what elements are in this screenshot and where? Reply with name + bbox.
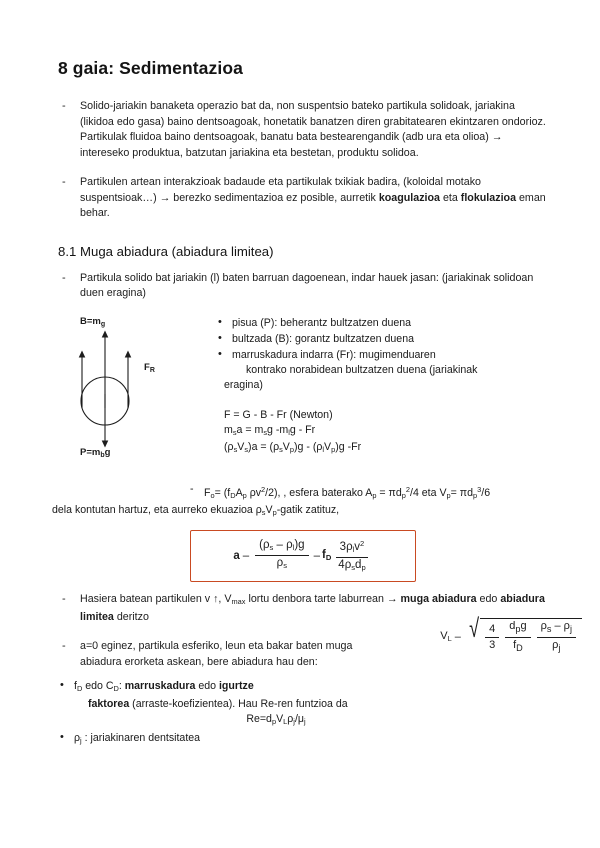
formula-lhs: a (233, 549, 240, 562)
intro-bullet-2 (58, 175, 548, 222)
boxed-acceleration-formula (190, 530, 416, 582)
drag-force-line-2: dela kontutan hartuz, eta aurreko ekuazioa $\rho_sV_p$-gatik zatituz, (52, 503, 340, 517)
reynolds-equation: $Re=d_pV_L\rho_j/\mu_j$ (246, 712, 306, 726)
diagram-label-buoyancy: $B=m_g$ (80, 315, 106, 328)
force-item-weight: • pisua (P): beherantz bultzatzen duena (216, 316, 548, 331)
vl-frac3-num: $\rho_s - \rho_j$ (537, 620, 576, 638)
dash-marker: - (190, 482, 194, 495)
force-item-friction-line1: marruskadura indarra (Fr): mugimenduaren (232, 348, 436, 361)
limit-velocity-mid2: edo (476, 593, 501, 606)
page-title: 8 gaia: Sedimentazioa (58, 58, 243, 78)
section-heading-8-1: 8.1 Muga abiadura (abiadura limitea) (58, 243, 274, 259)
terminal-velocity-line-1: a=0 eginez, partikula esferiko, leun eta bakar baten muga (80, 640, 353, 653)
vl-fraction-1 (485, 623, 499, 652)
term-igurtze: igurtze (218, 680, 254, 693)
term-flokulazioa: flokulazioa (460, 191, 517, 204)
force-item-friction (216, 348, 548, 394)
equation-line-3: $(\rho_sV_s)a = (\rho_sV_p)g - (\rho_lV_p)g$ -Fr (224, 441, 362, 455)
intro-bullet-2-mid: eta (439, 191, 461, 204)
term-koagulazioa: koagulazioa (378, 191, 440, 204)
vl-lhs: $V_L$ (440, 630, 452, 644)
vl-equals: – (454, 630, 461, 643)
vl-fraction-3 (537, 620, 576, 655)
intro-bullet-1 (58, 99, 548, 161)
force-item-buoyancy: • bultzada (B): gorantz bultzatzen duena (216, 332, 548, 347)
newton-equations (216, 408, 548, 458)
drag-force-line-1: $F_o= (f_DA_p$ $\rho v^2/2$), , esfera baterako $A_p = \pi d_p^2/4$ eta $V_p= \pi d_p^3/6$ (204, 484, 491, 500)
section-bullet (58, 271, 548, 302)
term-faktorea: faktorea (88, 697, 130, 710)
section-bullet-text: Partikula solido bat jariakin (l) baten barruan dagoenean, indar hauek jasan: (jariakinak solidoan duen eragina) (80, 271, 534, 299)
figure-block (58, 316, 548, 466)
vl-frac3-den: $\rho_j$ (552, 639, 561, 654)
term-abiadura-limitea: abiadura limitea (80, 593, 545, 623)
formula-frac2-numerator: $3\rho_lv^2$ (336, 537, 369, 558)
drag-force-paragraph (58, 482, 548, 503)
sublist-item-fluid-density: • $\rho_j$ : jariakinaren dentsitatea (58, 731, 548, 748)
terminal-velocity-sublist (58, 679, 548, 748)
terminal-velocity-formula (440, 613, 582, 655)
equation-line-2: $m_sa = m_sg$ $-m_lg$ - Fr (224, 423, 316, 437)
intro-bullet-2-prefix: Partikulen artean interakzioak badaude eta partikulak txikiak badira, (koloidal motako suspentsioak…) → berezko sedimentazioa ez posible, aurretik (80, 176, 482, 204)
vl-radical (467, 613, 582, 655)
dash-marker: - (62, 593, 66, 606)
forces-list (208, 316, 548, 458)
term-muga-abiadura: muga abiadura (400, 593, 477, 606)
diagram-label-weight: $P=m_bg$ (80, 446, 111, 459)
limit-velocity-pre: Hasiera batean partikulen v ↑, V (80, 593, 232, 606)
dash-marker: - (62, 640, 66, 653)
force-diagram-svg (58, 316, 208, 466)
sublist-item-drag-coefficient: • $f_D$ edo $C_D$: marruskadura edo igurtze faktorea (arraste-koefizientea). Hau Re-ren funtzioa da $Re=d_pV_L\rho_j/\mu_j$ (58, 679, 548, 729)
formula-frac1-denominator: $\rho_s$ (276, 557, 288, 571)
dash-marker: - (62, 176, 66, 188)
vl-frac2-den: $f_D$ (513, 639, 523, 654)
force-diagram (58, 316, 208, 466)
force-item-friction-line2: kontrako norabidean bultzatzen duena (jariakinak (246, 364, 478, 377)
formula-fraction-2 (334, 537, 369, 574)
dash-marker: - (62, 100, 66, 112)
intro-bullet-2-suffix: eman behar. (80, 191, 546, 219)
sqrt-icon: √ (469, 613, 479, 643)
dash-marker: - (62, 271, 66, 284)
term-marruskadura: marruskadura (124, 680, 196, 693)
limit-velocity-sub: max (231, 597, 246, 607)
vl-fraction-2 (505, 620, 530, 655)
force-item-friction-line3: eragina) (224, 379, 263, 392)
formula-fd: $f_D$ (321, 549, 332, 563)
formula-frac2-denominator: $4\rho_sd_p$ (338, 559, 366, 573)
formula-minus-2: – (313, 549, 320, 562)
diagram-label-friction: $F_R$ (144, 361, 155, 374)
intro-bullet-1-line-2: Partikulak fluidoa baino dentsoagoak, banatu bata bestearengandik (adb ura eta olioa) → intereseko produktua, batzutan jariakina eta bestetan, produktu solidoa. (80, 131, 503, 159)
equation-line-1: F = G - B - Fr (Newton) (224, 408, 333, 421)
vl-frac1-num: 4 (485, 623, 499, 638)
limit-velocity-suffix: deritzo (113, 610, 149, 623)
formula-minus-1: – (242, 549, 250, 562)
vl-frac1-den: 3 (489, 639, 496, 652)
formula-frac1-numerator: $(\rho_s - \rho_l)g$ (255, 539, 308, 556)
limit-velocity-mid: lortu denbora tarte laburrean → (245, 593, 401, 606)
terminal-velocity-line-2: abiadura erorketa askean, bere abiadura hau den: (80, 655, 318, 668)
formula-fraction-1 (255, 539, 308, 572)
vl-frac2-num: $d_pg$ (505, 620, 530, 638)
intro-bullet-1-line-1: Solido-jariakin banaketa operazio bat da, non suspentsio bateko partikula solidoak, jariakina (likidoa edo gasa) baino dentsoagoak, honetatik banatzen diren grabitatearen ekintzaren ondorioz. (80, 100, 546, 128)
